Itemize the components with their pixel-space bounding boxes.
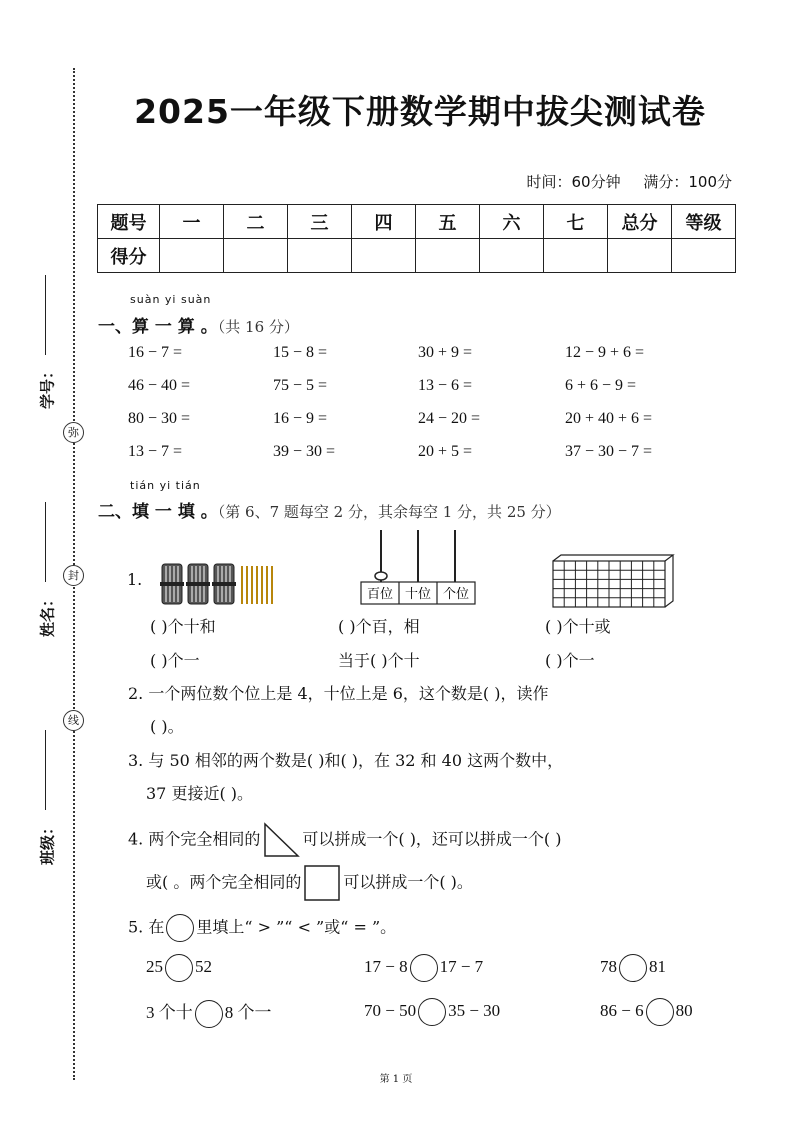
student-id-line [45, 275, 46, 355]
abacus-image [358, 528, 478, 610]
q5-right: 80 [675, 1000, 693, 1020]
student-id-label: 学号： [38, 364, 57, 410]
compare-circle[interactable] [646, 998, 674, 1026]
calc-item[interactable]: 30 + 9 = [418, 344, 473, 361]
q1-b2[interactable]: 当于( )个十 [338, 651, 420, 670]
q2-line2[interactable]: ( )。 [150, 717, 184, 736]
q4-text-1: 4. 两个完全相同的 [128, 829, 261, 849]
calc-item[interactable]: 37 − 30 − 7 = [565, 443, 653, 460]
q5-left: 17 − 8 [364, 956, 408, 976]
calc-item[interactable]: 12 − 9 + 6 = [565, 344, 645, 361]
calc-item[interactable]: 80 − 30 = [128, 410, 191, 427]
square-shape [303, 864, 341, 902]
q5-right: 52 [195, 956, 212, 976]
q5-item[interactable] [600, 954, 666, 982]
score-input-cell[interactable] [608, 239, 672, 273]
section1-note: （共 16 分） [217, 318, 299, 336]
compare-circle[interactable] [195, 1000, 223, 1028]
class-label: 班级： [38, 820, 57, 866]
abacus-label-tens: 十位 [404, 587, 432, 602]
q4-text-3: 或( 。两个完全相同的 [146, 872, 302, 892]
seal-mark-xian: 线 [63, 710, 84, 731]
q5-instruction [128, 914, 396, 942]
name-label: 姓名： [38, 592, 57, 638]
q3-line2[interactable]: 37 更接近( )。 [146, 784, 254, 803]
q5-right: 81 [649, 956, 666, 976]
q5-item[interactable] [600, 998, 693, 1026]
calc-item[interactable]: 13 − 7 = [128, 443, 183, 460]
q1-b1[interactable]: ( )个百，相 [338, 617, 420, 636]
q5-item[interactable] [146, 998, 272, 1028]
q5-right: 35 − 30 [448, 1000, 501, 1020]
score-table-score-row [98, 239, 736, 273]
right-triangle-shape [262, 822, 300, 858]
score-cell: 四 [352, 205, 416, 239]
seal-mark-feng: 封 [63, 565, 84, 586]
page-footer: 第 1 页 [379, 1074, 413, 1085]
q5-left: 3 个十 [146, 1003, 193, 1022]
score-input-cell[interactable] [224, 239, 288, 273]
score-cell: 三 [288, 205, 352, 239]
score-input-cell[interactable] [544, 239, 608, 273]
stick-bundles-image [160, 560, 282, 610]
section2-pinyin: tián yi tián [130, 479, 201, 492]
q4-line2[interactable] [146, 864, 473, 902]
q4-line1[interactable] [128, 822, 562, 858]
calc-item[interactable]: 16 − 7 = [128, 344, 183, 361]
score-cell: 题号 [98, 205, 160, 239]
q4-text-4: 可以拼成一个( )。 [343, 872, 473, 892]
score-input-cell[interactable] [352, 239, 416, 273]
q1-number: 1. [127, 570, 143, 589]
score-row-label: 得分 [98, 239, 160, 273]
score-input-cell[interactable] [160, 239, 224, 273]
score-cell: 总分 [608, 205, 672, 239]
q5-item[interactable] [146, 954, 212, 982]
q1-c2[interactable]: ( )个一 [545, 651, 595, 670]
score-input-cell[interactable] [672, 239, 736, 273]
score-cell: 五 [416, 205, 480, 239]
q5-item[interactable] [364, 998, 500, 1026]
calc-item[interactable]: 46 − 40 = [128, 377, 191, 394]
q5-item[interactable] [364, 954, 483, 982]
compare-circle[interactable] [619, 954, 647, 982]
q5-left: 25 [146, 956, 163, 976]
q1-a2[interactable]: ( )个一 [150, 651, 200, 670]
calc-item[interactable]: 20 + 40 + 6 = [565, 410, 653, 427]
q1-c1[interactable]: ( )个十或 [545, 617, 611, 636]
q5-right: 8 个一 [224, 1003, 272, 1022]
calc-item[interactable]: 6 + 6 − 9 = [565, 377, 637, 394]
circle-icon [166, 914, 194, 942]
compare-circle[interactable] [410, 954, 438, 982]
q5-right: 17 − 7 [439, 956, 484, 976]
calc-item[interactable]: 16 − 9 = [273, 410, 328, 427]
q5-left: 86 − 6 [600, 1000, 644, 1020]
q5-left: 78 [600, 956, 617, 976]
score-cell: 七 [544, 205, 608, 239]
q2-line1[interactable]: 2. 一个两位数个位上是 4，十位上是 6，这个数是( )，读作 [128, 684, 549, 703]
section2-heading [98, 497, 561, 522]
score-cell: 一 [160, 205, 224, 239]
q5-left: 70 − 50 [364, 1000, 417, 1020]
section1-heading [98, 312, 299, 337]
score-table [97, 204, 736, 273]
q1-a1[interactable]: ( )个十和 [150, 617, 216, 636]
score-input-cell[interactable] [416, 239, 480, 273]
section2-title: 二、填 一 填 。 [98, 502, 218, 522]
score-cell: 二 [224, 205, 288, 239]
q5-text-2: 里填上“ > ”“ < ”或“ = ”。 [196, 917, 397, 937]
calc-item[interactable]: 13 − 6 = [418, 377, 473, 394]
compare-circle[interactable] [165, 954, 193, 982]
page-title: 2025一年级下册数学期中拔尖测试卷 [134, 92, 706, 131]
exam-meta [508, 171, 732, 192]
exam-time: 时间：60分钟 [526, 173, 621, 191]
section1-title: 一、算 一 算 。 [98, 317, 218, 337]
q3-line1[interactable]: 3. 与 50 相邻的两个数是( )和( )，在 32 和 40 这两个数中， [128, 751, 564, 770]
calc-item[interactable]: 24 − 20 = [418, 410, 481, 427]
calc-item[interactable]: 75 − 5 = [273, 377, 328, 394]
score-input-cell[interactable] [480, 239, 544, 273]
exam-full-score: 满分：100分 [643, 173, 732, 191]
calc-item[interactable]: 39 − 30 = [273, 443, 336, 460]
section2-note: （第 6、7 题每空 2 分，其余每空 1 分，共 25 分） [217, 503, 561, 521]
score-input-cell[interactable] [288, 239, 352, 273]
score-cell: 六 [480, 205, 544, 239]
name-line [45, 502, 46, 582]
seal-mark-mi: 弥 [63, 422, 84, 443]
cube-grid-image [551, 553, 679, 609]
calc-item[interactable]: 15 − 8 = [273, 344, 328, 361]
calc-grid [128, 344, 728, 464]
score-table-header-row [98, 205, 736, 239]
class-line [45, 730, 46, 810]
compare-circle[interactable] [418, 998, 446, 1026]
q4-text-2: 可以拼成一个( )，还可以拼成一个( ) [302, 829, 562, 849]
q5-text-1: 5. 在 [128, 917, 165, 937]
abacus-label-hundreds: 百位 [366, 587, 394, 602]
score-cell: 等级 [672, 205, 736, 239]
calc-item[interactable]: 20 + 5 = [418, 443, 473, 460]
section1-pinyin: suàn yi suàn [130, 293, 212, 306]
abacus-label-ones: 个位 [442, 587, 470, 602]
